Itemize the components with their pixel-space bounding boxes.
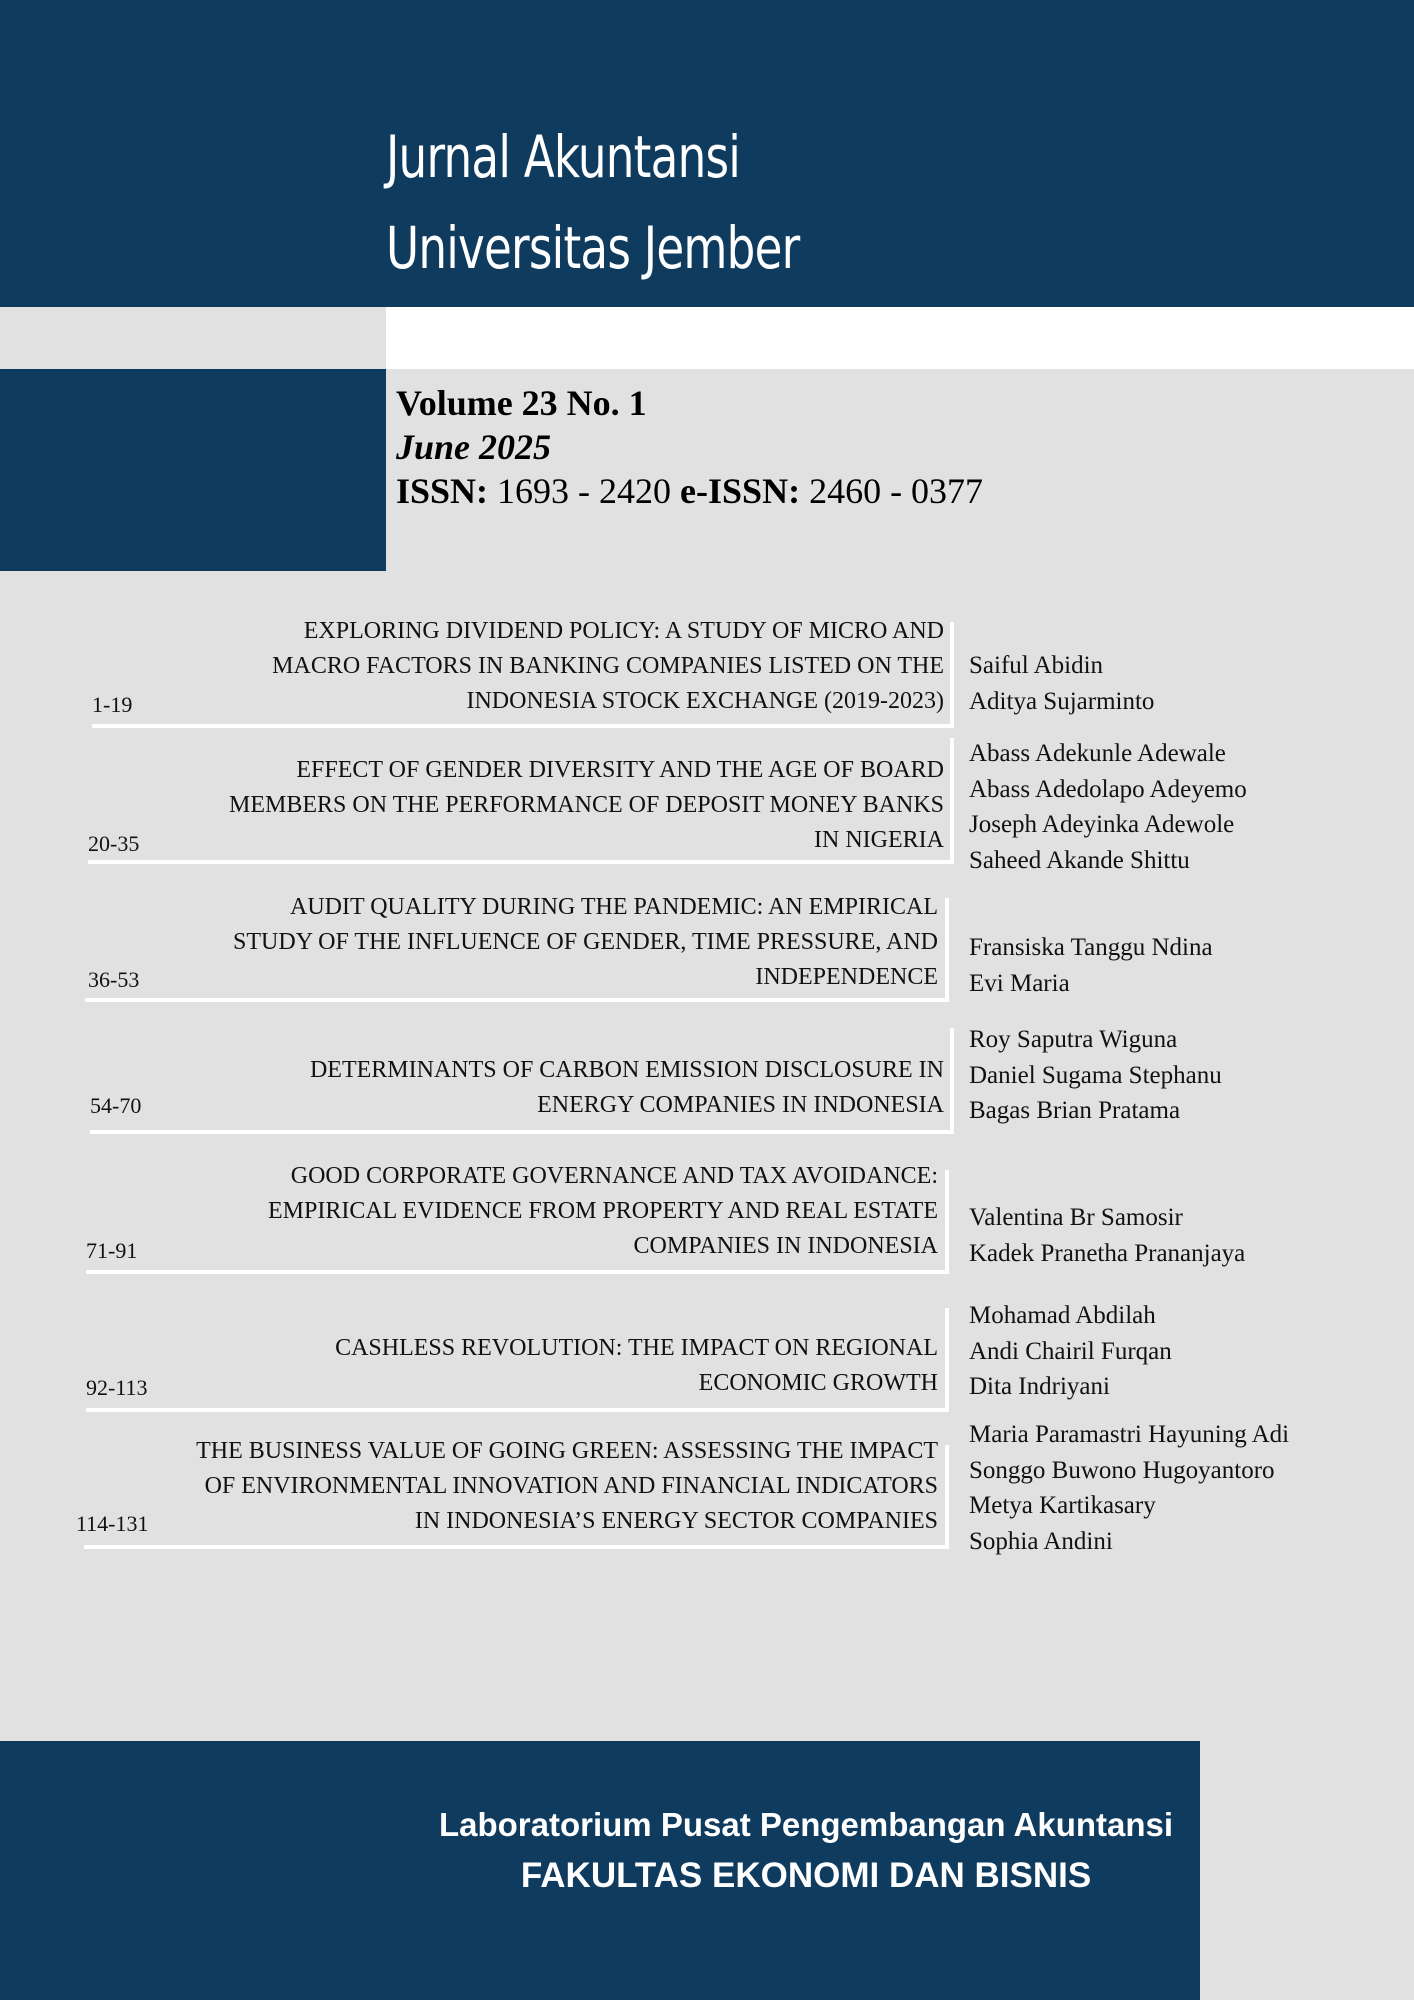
journal-title-line-1: Jurnal Akuntansi	[386, 123, 741, 191]
article-title-line: COMPANIES IN INDONESIA	[633, 1233, 938, 1259]
issue-date: June 2025	[396, 427, 552, 467]
article-pages: 54-70	[90, 1093, 142, 1118]
article-pages: 114-131	[76, 1511, 149, 1536]
article-title	[40, 890, 938, 995]
divider-strip	[386, 307, 1414, 369]
author-name: Valentina Br Samosir	[969, 1204, 1183, 1231]
issn-label: ISSN:	[396, 471, 489, 511]
article-title-line: GOOD CORPORATE GOVERNANCE AND TAX AVOIDANCE:	[290, 1163, 938, 1189]
publisher-faculty: FAKULTAS EKONOMI DAN BISNIS	[520, 1856, 1092, 1895]
issn-value: 1693 - 2420	[497, 471, 672, 511]
article-title	[40, 753, 944, 858]
author-name: Sophia Andini	[969, 1527, 1113, 1555]
author-name: Saheed Akande Shittu	[969, 846, 1190, 874]
article-title-line: IN INDONESIA’S ENERGY SECTOR COMPANIES	[414, 1508, 938, 1534]
eissn-value: 2460 - 0377	[809, 471, 984, 511]
author-name: Andi Chairil Furqan	[969, 1337, 1172, 1365]
article-title-line: ENERGY COMPANIES IN INDONESIA	[537, 1092, 944, 1118]
article-title-line: EMPIRICAL EVIDENCE FROM PROPERTY AND REAL ESTATE	[268, 1198, 938, 1224]
author-name: Roy Saputra Wiguna	[969, 1026, 1178, 1053]
author-name: Dita Indriyani	[969, 1373, 1110, 1400]
author-name: Mohamad Abdilah	[969, 1302, 1156, 1329]
article-authors	[969, 648, 1154, 719]
article-title	[40, 1331, 938, 1401]
eissn-label: e-ISSN:	[680, 471, 801, 511]
article-title-line: DETERMINANTS OF CARBON EMISSION DISCLOSURE IN	[309, 1057, 944, 1083]
side-block	[0, 369, 386, 571]
article-title	[40, 1159, 938, 1264]
article-title-line: OF ENVIRONMENTAL INNOVATION AND FINANCIAL INDICATORS	[204, 1473, 938, 1499]
article-title-line: MEMBERS ON THE PERFORMANCE OF DEPOSIT MONEY BANKS	[229, 792, 944, 818]
author-name: Joseph Adeyinka Adewole	[969, 811, 1235, 838]
publisher-lab: Laboratorium Pusat Pengembangan Akuntansi	[438, 1806, 1174, 1843]
article-title-line: AUDIT QUALITY DURING THE PANDEMIC: AN EMPIRICAL	[290, 894, 938, 920]
article-title-line: EXPLORING DIVIDEND POLICY: A STUDY OF MICRO AND	[303, 618, 944, 644]
author-name: Abass Adekunle Adewale	[969, 740, 1226, 767]
article-authors	[969, 1298, 1172, 1405]
article-title-line: INDEPENDENCE	[755, 964, 938, 990]
article-title-line: STUDY OF THE INFLUENCE OF GENDER, TIME PRESSURE, AND	[233, 929, 938, 955]
article-pages: 36-53	[88, 967, 140, 992]
article-authors	[969, 736, 1247, 878]
article-title-line: ECONOMIC GROWTH	[698, 1370, 938, 1396]
article-authors	[969, 1022, 1222, 1129]
author-name: Evi Maria	[969, 969, 1070, 997]
author-name: Aditya Sujarminto	[969, 687, 1155, 715]
author-name: Fransiska Tanggu Ndina	[969, 934, 1213, 961]
article-pages: 20-35	[88, 831, 140, 856]
journal-title-line-2: Universitas Jember	[386, 214, 800, 282]
volume-number: Volume 23 No. 1	[396, 383, 647, 423]
article-title-line: CASHLESS REVOLUTION: THE IMPACT ON REGIONAL	[335, 1335, 938, 1361]
article-authors	[969, 930, 1213, 1001]
article-title	[40, 1053, 944, 1123]
article-title	[40, 614, 944, 719]
author-name: Songgo Buwono Hugoyantoro	[969, 1456, 1275, 1484]
article-title	[30, 1434, 938, 1539]
author-name: Maria Paramastri Hayuning Adi	[969, 1421, 1290, 1448]
author-name: Daniel Sugama Stephanu	[969, 1061, 1222, 1089]
author-name: Abass Adedolapo Adeyemo	[969, 775, 1247, 803]
author-name: Saiful Abidin	[969, 652, 1104, 679]
author-name: Metya Kartikasary	[969, 1492, 1156, 1519]
article-title-line: IN NIGERIA	[814, 827, 944, 853]
article-title-line: EFFECT OF GENDER DIVERSITY AND THE AGE OF BOARD	[296, 757, 944, 783]
article-pages: 71-91	[86, 1238, 138, 1263]
article-pages: 92-113	[86, 1375, 148, 1400]
issn-line	[396, 470, 983, 512]
article-pages: 1-19	[92, 692, 133, 717]
article-title-line: THE BUSINESS VALUE OF GOING GREEN: ASSESSING THE IMPACT	[196, 1438, 938, 1464]
author-name: Bagas Brian Pratama	[969, 1097, 1181, 1124]
article-authors	[969, 1200, 1245, 1271]
article-authors	[969, 1417, 1289, 1559]
article-title-line: MACRO FACTORS IN BANKING COMPANIES LISTED ON THE	[272, 653, 944, 679]
author-name: Kadek Pranetha Prananjaya	[969, 1239, 1246, 1267]
article-title-line: INDONESIA STOCK EXCHANGE (2019-2023)	[466, 688, 944, 714]
